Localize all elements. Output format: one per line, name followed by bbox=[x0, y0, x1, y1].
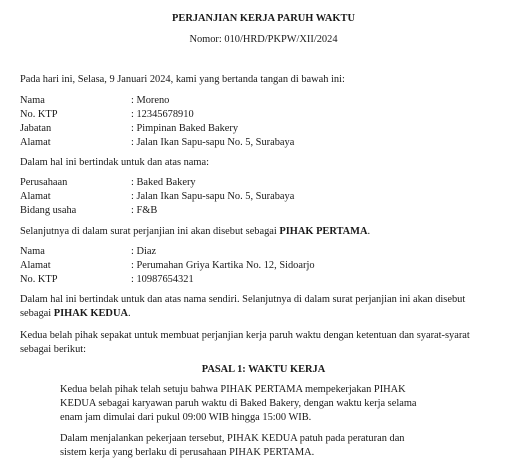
article1-para1-line: enam jam dimulai dari pukul 09:00 WIB hingga 15:00 WIB. bbox=[60, 412, 312, 423]
party1-name: PIHAK PERTAMA bbox=[279, 226, 368, 237]
field-label: No. KTP bbox=[20, 274, 58, 285]
party1-reference bbox=[20, 224, 370, 239]
field-label: Nama bbox=[20, 95, 45, 106]
field-label: No. KTP bbox=[20, 109, 58, 120]
document-number: Nomor: 010/HRD/PKPW/XII/2024 bbox=[189, 34, 338, 45]
field-label: Perusahaan bbox=[20, 177, 68, 188]
reference-suffix: . bbox=[367, 226, 371, 237]
field-value: : 10987654321 bbox=[131, 274, 194, 285]
article1-para2-line: Dalam menjalankan pekerjaan tersebut, PIHAK KEDUA patuh pada peraturan dan bbox=[60, 433, 405, 444]
reference-suffix: . bbox=[127, 308, 131, 319]
field-value: : Perumahan Griya Kartika No. 12, Sidoarjo bbox=[131, 260, 315, 271]
intro-text: Pada hari ini, Selasa, 9 Januari 2024, kami yang bertanda tangan di bawah ini: bbox=[20, 74, 345, 85]
agreement-line1: Kedua belah pihak sepakat untuk membuat perjanjian kerja paruh waktu dengan ketentuan dan syarat-syarat bbox=[20, 330, 470, 341]
field-label: Bidang usaha bbox=[20, 205, 77, 216]
field-value: : 12345678910 bbox=[131, 109, 194, 120]
reference-text: Selanjutnya di dalam surat perjanjian ini akan disebut sebagai bbox=[20, 226, 280, 237]
field-label: Alamat bbox=[20, 191, 51, 202]
article1-title: PASAL 1: WAKTU KERJA bbox=[201, 364, 326, 375]
article1-para1-line: KEDUA sebagai karyawan paruh waktu di Baked Bakery, dengan waktu kerja selama bbox=[60, 398, 417, 409]
field-label: Alamat bbox=[20, 260, 51, 271]
field-value: : Moreno bbox=[131, 95, 170, 106]
party2-reference-line1: Dalam hal ini bertindak untuk dan atas nama sendiri. Selanjutnya di dalam surat perjanjian ini akan disebut bbox=[20, 294, 466, 305]
field-label: Jabatan bbox=[20, 123, 52, 134]
article1-para2-line: sistem kerja yang berlaku di perusahaan PIHAK PERTAMA. bbox=[60, 447, 315, 458]
field-value: : Diaz bbox=[131, 246, 157, 257]
field-value: : Pimpinan Baked Bakery bbox=[131, 123, 239, 134]
field-label: Nama bbox=[20, 246, 45, 257]
field-value: : Baked Bakery bbox=[131, 177, 196, 188]
agreement-line2: sebagai berikut: bbox=[20, 344, 87, 355]
party2-reference-line2 bbox=[20, 306, 131, 321]
article1-para1-line: Kedua belah pihak telah setuju bahwa PIHAK PERTAMA mempekerjakan PIHAK bbox=[60, 384, 406, 395]
reference-text: sebagai bbox=[20, 308, 54, 319]
field-label: Alamat bbox=[20, 137, 51, 148]
field-value: : Jalan Ikan Sapu-sapu No. 5, Surabaya bbox=[131, 137, 295, 148]
field-value: : F&B bbox=[131, 205, 158, 216]
acting-on-behalf-text: Dalam hal ini bertindak untuk dan atas nama: bbox=[20, 157, 209, 168]
party2-name: PIHAK KEDUA bbox=[53, 308, 128, 319]
document-title: PERJANJIAN KERJA PARUH WAKTU bbox=[172, 13, 355, 24]
field-value: : Jalan Ikan Sapu-sapu No. 5, Surabaya bbox=[131, 191, 295, 202]
